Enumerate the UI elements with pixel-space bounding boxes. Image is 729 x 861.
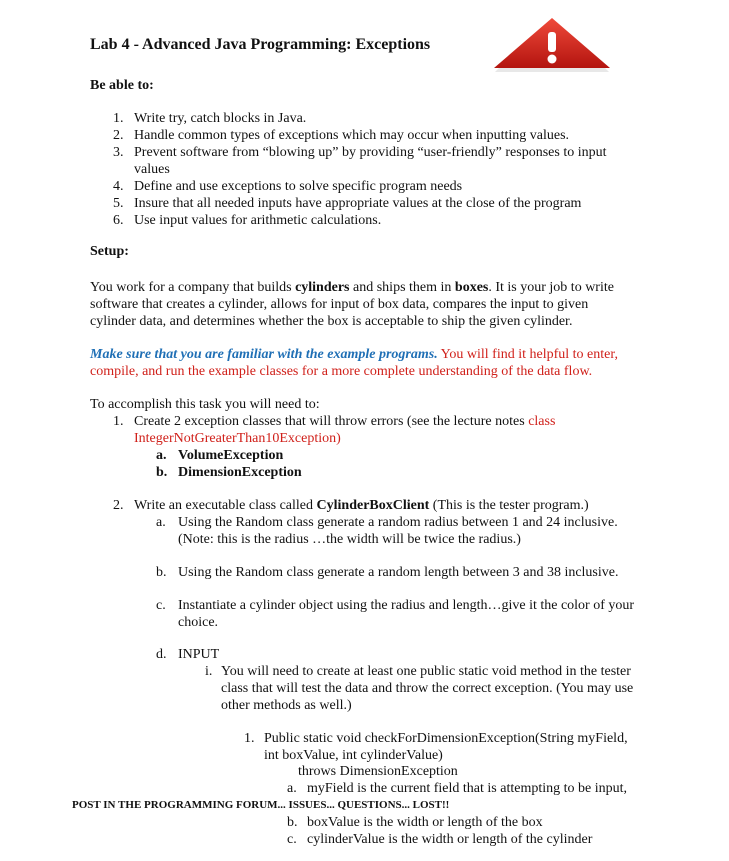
setup-text: You work for a company that builds: [90, 280, 296, 295]
task2-i-line-2: class that will test the data and throw the correct exception. (You may use: [221, 681, 634, 696]
task1-sub-letter: b.: [156, 465, 168, 480]
method-signature-line-1: Public static void checkForDimensionException(String myField,: [264, 731, 628, 746]
accomplish-intro: To accomplish this task you will need to:: [90, 397, 320, 412]
task1-example-class: IntegerNotGreaterThan10Exception): [134, 431, 341, 446]
task1-sub-letter: a.: [156, 448, 167, 463]
roman-numeral: i.: [205, 664, 213, 679]
task-number: 1.: [113, 414, 124, 429]
task2-sub-letter: c.: [156, 598, 166, 613]
page-title: Lab 4 - Advanced Java Programming: Exceptions: [90, 36, 431, 53]
setup-line-2: software that creates a cylinder, allows for input of box data, compares the input to given: [90, 297, 589, 312]
param-letter: a.: [287, 781, 297, 796]
task2-i-line-1: You will need to create at least one public static void method in the tester: [221, 664, 631, 679]
task2-b-line-1: Using the Random class generate a random length between 3 and 38 inclusive.: [178, 565, 619, 580]
familiar-emphasis: Make sure that you are familiar with the example programs.: [90, 347, 438, 362]
setup-line-1: [90, 279, 614, 296]
param-boxvalue: boxValue is the width or length of the box: [307, 815, 543, 830]
objective-text: Prevent software from “blowing up” by providing “user-friendly” responses to input: [134, 145, 607, 160]
task2-d-input: INPUT: [178, 647, 220, 662]
setup-text: . It is your job to write: [488, 280, 614, 295]
task2-c-line-1: Instantiate a cylinder object using the radius and length…give it the color of your: [178, 598, 635, 613]
familiar-text: You will find it helpful to enter,: [437, 347, 618, 362]
objective-number: 6.: [113, 213, 124, 228]
familiar-line-2: compile, and run the example classes for a more complete understanding of the data flow.: [90, 364, 593, 379]
task1-dimension-exception: DimensionException: [178, 465, 302, 480]
footer-banner: POST IN THE PROGRAMMING FORUM... ISSUES... QUESTIONS... LOST!!: [72, 799, 450, 811]
setup-cylinders: cylinders: [295, 280, 350, 295]
task1-volume-exception: VolumeException: [178, 448, 284, 463]
task2-sub-letter: a.: [156, 515, 166, 530]
objective-number: 3.: [113, 145, 124, 160]
setup-boxes: boxes: [454, 280, 489, 295]
param-cylindervalue: cylinderValue is the width or length of the cylinder: [307, 832, 593, 847]
task1-text: Create 2 exception classes that will throw errors (see the lecture notes: [134, 414, 529, 429]
task2-a-line-1: Using the Random class generate a random radius between 1 and 24 inclusive.: [178, 515, 618, 530]
param-myfield: myField is the current field that is attempting to be input,: [307, 781, 627, 796]
setup-heading: Setup:: [90, 244, 129, 259]
task2-i-line-3: other methods as well.): [221, 698, 352, 713]
param-letter: c.: [287, 832, 297, 847]
objective-number: 5.: [113, 196, 124, 211]
setup-line-3: cylinder data, and determines whether the box is acceptable to ship the given cylinder.: [90, 314, 573, 329]
task1-line-1: [134, 413, 555, 430]
method-number: 1.: [244, 731, 255, 746]
task2-c-line-2: choice.: [178, 615, 219, 630]
task2-text: (This is the tester program.): [429, 498, 589, 513]
task2-classname: CylinderBoxClient: [316, 498, 430, 513]
warning-icon: [491, 16, 613, 74]
objective-text: Write try, catch blocks in Java.: [134, 111, 307, 126]
task2-sub-letter: d.: [156, 647, 167, 662]
objective-number: 1.: [113, 111, 124, 126]
task2-sub-letter: b.: [156, 565, 167, 580]
param-letter: b.: [287, 815, 298, 830]
objective-text: values: [134, 162, 170, 177]
be-able-heading: Be able to:: [90, 78, 154, 93]
familiar-line-1: [90, 346, 618, 363]
objective-text: Define and use exceptions to solve specific program needs: [134, 179, 463, 194]
method-signature-line-2: int boxValue, int cylinderValue): [264, 748, 443, 763]
setup-text: and ships them in: [349, 280, 455, 295]
task1-class-word: class: [528, 414, 556, 429]
objective-number: 2.: [113, 128, 124, 143]
task2-text: Write an executable class called: [134, 498, 317, 513]
objective-text: Insure that all needed inputs have appropriate values at the close of the program: [134, 196, 582, 211]
task2-line-1: [134, 497, 589, 514]
objective-text: Handle common types of exceptions which may occur when inputting values.: [134, 128, 570, 143]
task-number: 2.: [113, 498, 124, 513]
objective-text: Use input values for arithmetic calculations.: [134, 213, 382, 228]
method-throws: throws DimensionException: [298, 764, 458, 779]
objective-number: 4.: [113, 179, 124, 194]
task2-a-line-2: (Note: this is the radius …the width will be twice the radius.): [178, 532, 521, 547]
